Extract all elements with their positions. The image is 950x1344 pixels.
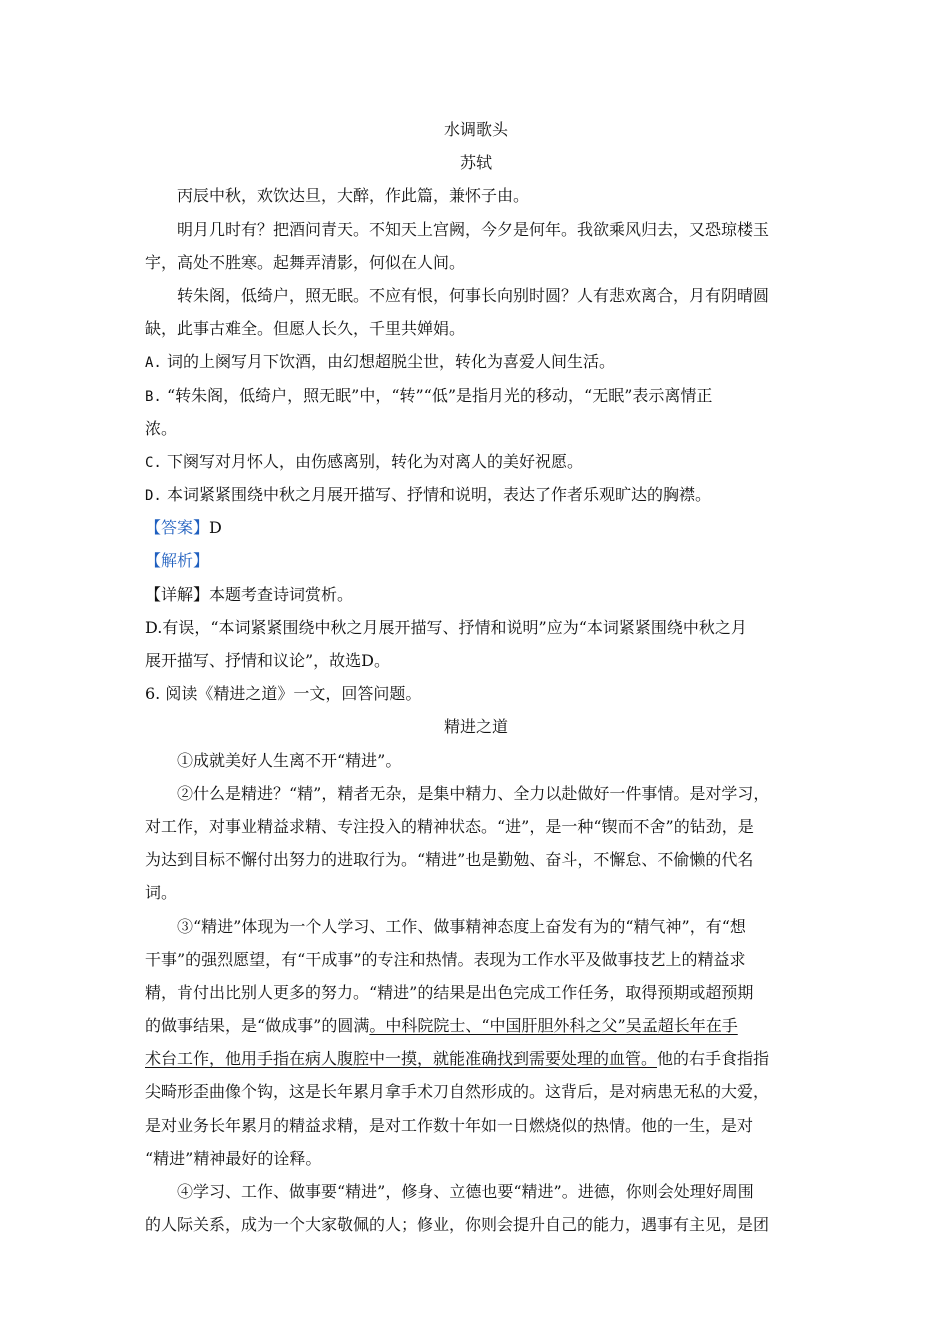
option-b-continued: 浓。 (145, 418, 178, 438)
answer-value: D (209, 518, 222, 538)
detail-explanation-line: 展开描写、抒情和议论”，故选D。 (145, 651, 391, 670)
answer-row (145, 511, 807, 544)
underlined-sentence: 。中科院院士、“中国肝胆外科之父”吴孟超长年在手 (369, 1016, 738, 1036)
detail-row (145, 578, 807, 611)
essay-paragraph-2-line: 对工作，对事业精益求精、专注投入的精神状态。“进”，是一种“锲而不舍”的钻劲，是 (145, 816, 754, 836)
essay-title: 精进之道 (443, 717, 508, 737)
underlined-sentence: 术台工作，他用手指在病人腹腔中一摸，就能准确找到需要处理的血管。 (145, 1049, 658, 1069)
plain-text: 他的右手食指指 (657, 1049, 770, 1069)
essay-paragraph-2-line: ②什么是精进？“精”，精者无杂，是集中精力、全力以赴做好一件事情。是对学习， (177, 783, 770, 803)
option-text: 词的上阕写月下饮酒，由幻想超脱尘世，转化为喜爱人间生活。 (166, 352, 615, 372)
poem-preface: 丙辰中秋，欢饮达旦，大醉，作此篇，兼怀子由。 (177, 186, 530, 206)
option-letter: B. (145, 388, 162, 405)
poem-stanza2-line: 缺，此事古难全。但愿人长久，千里共婵娟。 (145, 319, 466, 339)
question-6-prompt: 6. 阅读《精进之道》一文，回答问题。 (145, 684, 422, 704)
essay-paragraph-1: ①成就美好人生离不开“精进”。 (177, 750, 402, 770)
detail-text: 本题考查诗词赏析。 (209, 584, 354, 604)
essay-paragraph-3-line (145, 1042, 807, 1075)
essay-paragraph-3-line (145, 1009, 807, 1042)
option-letter: C. (145, 454, 162, 471)
poem-title: 水调歌头 (443, 120, 508, 139)
poem-stanza2-line: 转朱阁，低绮户，照无眠。不应有恨，何事长向别时圆？人有悲欢离合，月有阴晴圆 (177, 285, 770, 305)
essay-paragraph-4-line: ④学习、工作、做事要“精进”，修身、立德也要“精进”。进德，你则会处理好周围 (177, 1182, 754, 1201)
document-body (145, 113, 807, 1241)
detail-explanation-line: D.有误，“本词紧紧围绕中秋之月展开描写、抒情和说明”应为“本词紧紧围绕中秋之月 (145, 617, 747, 637)
detail-label: 【详解】 (145, 584, 210, 604)
option-b (145, 379, 807, 412)
essay-paragraph-3-line: ③“精进”体现为一个人学习、工作、做事精神态度上奋发有为的“精气神”，有“想 (177, 916, 746, 936)
essay-paragraph-2-line: 为达到目标不懈付出努力的进取行为。“精进”也是勤勉、奋斗，不懈怠、不偷懒的代名 (145, 850, 754, 870)
essay-paragraph-3-line: 精，肯付出比别人更多的努力。“精进”的结果是出色完成工作任务，取得预期或超预期 (145, 982, 754, 1002)
poem-author: 苏轼 (459, 153, 492, 173)
option-text: 下阕写对月怀人，由伤感离别，转化为对离人的美好祝愿。 (166, 451, 583, 471)
essay-paragraph-3-line: “精进”精神最好的诠释。 (145, 1148, 322, 1168)
plain-text: 的做事结果，是“做成事”的圆满 (145, 1016, 370, 1036)
option-text: “转朱阁，低绮户，照无眠”中，“转”“低”是指月光的移动，“无眠”表示离情正 (166, 385, 713, 405)
essay-paragraph-3-line: 尖畸形歪曲像个钩，这是长年累月拿手术刀自然形成的。这背后，是对病患无私的大爱， (145, 1082, 770, 1102)
analysis-row (145, 544, 807, 577)
option-a (145, 345, 807, 378)
option-d (145, 478, 807, 511)
essay-paragraph-3-line: 干事”的强烈愿望，有“干成事”的专注和热情。表现为工作水平及做事技艺上的精益求 (145, 949, 746, 969)
essay-paragraph-3-line: 是对业务长年累月的精益求精，是对工作数十年如一日燃烧似的热情。他的一生，是对 (145, 1115, 754, 1135)
option-letter: D. (145, 488, 162, 505)
answer-label: 【答案】 (145, 518, 210, 538)
poem-stanza1-line: 明月几时有？把酒问青天。不知天上宫阙，今夕是何年。我欲乘风归去，又恐琼楼玉 (177, 219, 770, 239)
option-letter: A. (145, 355, 162, 372)
option-text: 本词紧紧围绕中秋之月展开描写、抒情和说明，表达了作者乐观旷达的胸襟。 (166, 485, 711, 505)
essay-paragraph-4-line: 的人际关系，成为一个大家敬佩的人；修业，你则会提升自己的能力，遇事有主见，是团 (145, 1215, 770, 1235)
poem-stanza1-line: 宇，高处不胜寒。起舞弄清影，何似在人间。 (145, 252, 466, 272)
option-c (145, 445, 807, 478)
essay-paragraph-2-line: 词。 (145, 883, 178, 903)
analysis-label: 【解析】 (145, 551, 210, 571)
